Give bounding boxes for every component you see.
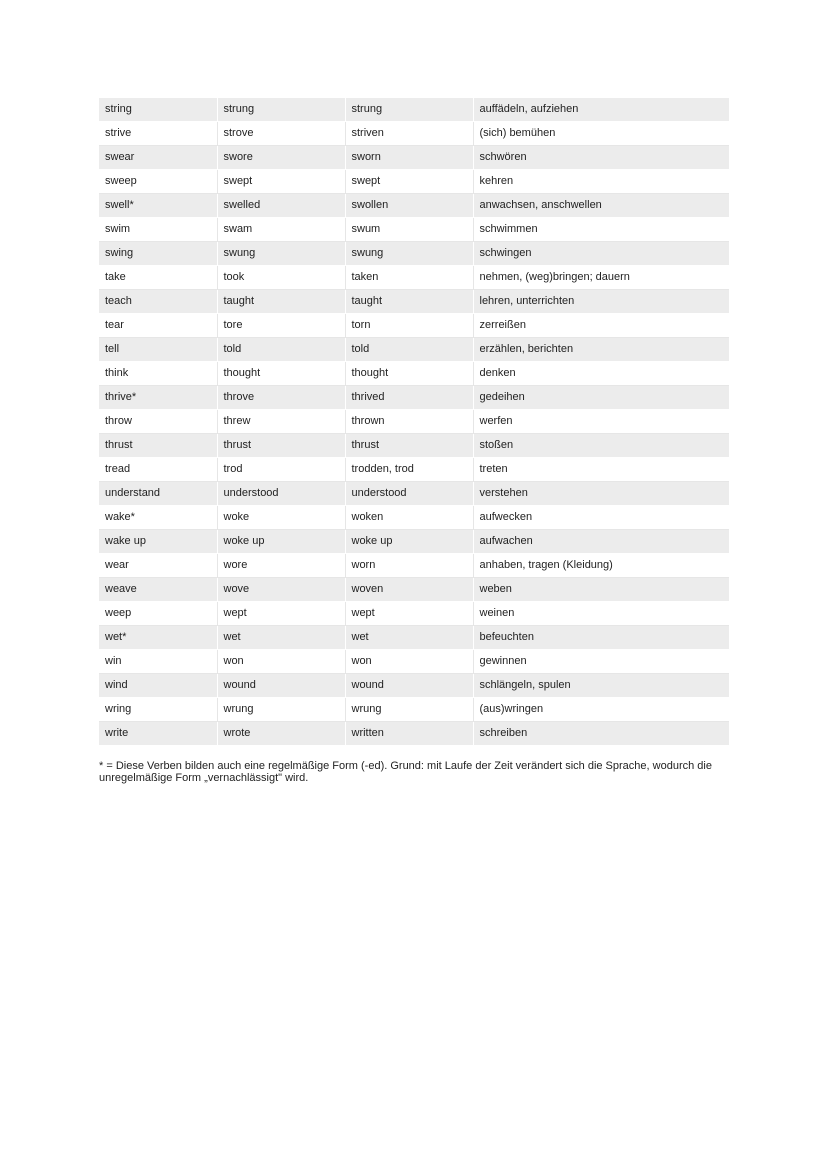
cell-simple-past: wrote — [217, 722, 345, 746]
cell-infinitive: write — [99, 722, 217, 746]
cell-translation: (aus)wringen — [473, 698, 729, 722]
table-row — [99, 410, 729, 434]
cell-simple-past: threw — [217, 410, 345, 434]
cell-past-participle: sworn — [345, 146, 473, 170]
irregular-verbs-table — [99, 98, 729, 746]
cell-simple-past: taught — [217, 290, 345, 314]
cell-translation: befeuchten — [473, 626, 729, 650]
table-row — [99, 242, 729, 266]
cell-infinitive: thrive* — [99, 386, 217, 410]
cell-translation: zerreißen — [473, 314, 729, 338]
footnote-line-2: unregelmäßige Form „vernachlässigt" wird. — [99, 772, 309, 784]
table-row — [99, 122, 729, 146]
cell-infinitive: wind — [99, 674, 217, 698]
table-row — [99, 578, 729, 602]
cell-simple-past: trod — [217, 458, 345, 482]
cell-past-participle: trodden, trod — [345, 458, 473, 482]
cell-translation: auffädeln, aufziehen — [473, 98, 729, 122]
cell-past-participle: thrust — [345, 434, 473, 458]
table-row — [99, 362, 729, 386]
cell-infinitive: wake up — [99, 530, 217, 554]
cell-past-participle: won — [345, 650, 473, 674]
cell-translation: lehren, unterrichten — [473, 290, 729, 314]
cell-translation: anwachsen, anschwellen — [473, 194, 729, 218]
cell-infinitive: string — [99, 98, 217, 122]
table-row — [99, 290, 729, 314]
cell-infinitive: swell* — [99, 194, 217, 218]
cell-past-participle: wound — [345, 674, 473, 698]
cell-infinitive: weep — [99, 602, 217, 626]
table-row — [99, 554, 729, 578]
cell-simple-past: wound — [217, 674, 345, 698]
cell-infinitive: sweep — [99, 170, 217, 194]
table-row — [99, 338, 729, 362]
cell-past-participle: swollen — [345, 194, 473, 218]
cell-infinitive: tell — [99, 338, 217, 362]
cell-translation: verstehen — [473, 482, 729, 506]
table-row — [99, 482, 729, 506]
document-page — [99, 98, 729, 784]
cell-translation: aufwecken — [473, 506, 729, 530]
cell-infinitive: throw — [99, 410, 217, 434]
cell-translation: aufwachen — [473, 530, 729, 554]
cell-translation: erzählen, berichten — [473, 338, 729, 362]
cell-past-participle: woken — [345, 506, 473, 530]
cell-simple-past: wet — [217, 626, 345, 650]
cell-infinitive: swing — [99, 242, 217, 266]
table-row — [99, 314, 729, 338]
table-row — [99, 602, 729, 626]
cell-simple-past: throve — [217, 386, 345, 410]
cell-infinitive: take — [99, 266, 217, 290]
table-row — [99, 386, 729, 410]
cell-translation: werfen — [473, 410, 729, 434]
cell-simple-past: wore — [217, 554, 345, 578]
cell-translation: schreiben — [473, 722, 729, 746]
cell-past-participle: woke up — [345, 530, 473, 554]
cell-past-participle: told — [345, 338, 473, 362]
table-row — [99, 194, 729, 218]
cell-translation: schlängeln, spulen — [473, 674, 729, 698]
cell-infinitive: understand — [99, 482, 217, 506]
cell-past-participle: thought — [345, 362, 473, 386]
cell-simple-past: wove — [217, 578, 345, 602]
cell-simple-past: swore — [217, 146, 345, 170]
cell-infinitive: tread — [99, 458, 217, 482]
cell-past-participle: thrived — [345, 386, 473, 410]
cell-translation: schwingen — [473, 242, 729, 266]
cell-translation: denken — [473, 362, 729, 386]
footnote — [99, 760, 729, 784]
cell-translation: schwimmen — [473, 218, 729, 242]
cell-translation: nehmen, (weg)bringen; dauern — [473, 266, 729, 290]
table-row — [99, 626, 729, 650]
cell-past-participle: wept — [345, 602, 473, 626]
cell-simple-past: took — [217, 266, 345, 290]
cell-past-participle: written — [345, 722, 473, 746]
cell-infinitive: win — [99, 650, 217, 674]
cell-simple-past: woke — [217, 506, 345, 530]
cell-infinitive: wet* — [99, 626, 217, 650]
cell-past-participle: worn — [345, 554, 473, 578]
cell-simple-past: woke up — [217, 530, 345, 554]
cell-simple-past: swung — [217, 242, 345, 266]
cell-simple-past: strove — [217, 122, 345, 146]
cell-translation: (sich) bemühen — [473, 122, 729, 146]
cell-translation: treten — [473, 458, 729, 482]
cell-past-participle: thrown — [345, 410, 473, 434]
table-row — [99, 146, 729, 170]
table-row — [99, 170, 729, 194]
cell-translation: gewinnen — [473, 650, 729, 674]
table-row — [99, 722, 729, 746]
cell-past-participle: swept — [345, 170, 473, 194]
table-row — [99, 434, 729, 458]
cell-translation: weinen — [473, 602, 729, 626]
table-row — [99, 458, 729, 482]
cell-infinitive: weave — [99, 578, 217, 602]
verb-table-body — [99, 98, 729, 746]
cell-past-participle: woven — [345, 578, 473, 602]
cell-simple-past: tore — [217, 314, 345, 338]
cell-past-participle: understood — [345, 482, 473, 506]
cell-infinitive: swear — [99, 146, 217, 170]
cell-simple-past: swept — [217, 170, 345, 194]
cell-past-participle: torn — [345, 314, 473, 338]
cell-simple-past: strung — [217, 98, 345, 122]
cell-simple-past: swelled — [217, 194, 345, 218]
cell-past-participle: strung — [345, 98, 473, 122]
cell-translation: schwören — [473, 146, 729, 170]
cell-infinitive: teach — [99, 290, 217, 314]
cell-past-participle: swum — [345, 218, 473, 242]
table-row — [99, 530, 729, 554]
cell-past-participle: taken — [345, 266, 473, 290]
table-row — [99, 674, 729, 698]
cell-simple-past: thrust — [217, 434, 345, 458]
table-row — [99, 650, 729, 674]
table-row — [99, 698, 729, 722]
table-row — [99, 266, 729, 290]
cell-simple-past: understood — [217, 482, 345, 506]
cell-translation: kehren — [473, 170, 729, 194]
cell-infinitive: strive — [99, 122, 217, 146]
cell-translation: weben — [473, 578, 729, 602]
footnote-line-1: * = Diese Verben bilden auch eine regelmäßige Form (-ed). Grund: mit Laufe der Zeit verändert sich die Sprache, wodurch die — [99, 760, 712, 772]
cell-simple-past: thought — [217, 362, 345, 386]
cell-infinitive: thrust — [99, 434, 217, 458]
cell-past-participle: wrung — [345, 698, 473, 722]
table-row — [99, 506, 729, 530]
cell-infinitive: think — [99, 362, 217, 386]
cell-translation: gedeihen — [473, 386, 729, 410]
table-row — [99, 98, 729, 122]
cell-past-participle: striven — [345, 122, 473, 146]
cell-infinitive: swim — [99, 218, 217, 242]
cell-past-participle: taught — [345, 290, 473, 314]
cell-simple-past: swam — [217, 218, 345, 242]
cell-simple-past: told — [217, 338, 345, 362]
cell-translation: anhaben, tragen (Kleidung) — [473, 554, 729, 578]
cell-infinitive: wear — [99, 554, 217, 578]
cell-infinitive: wake* — [99, 506, 217, 530]
cell-simple-past: wrung — [217, 698, 345, 722]
cell-infinitive: tear — [99, 314, 217, 338]
cell-translation: stoßen — [473, 434, 729, 458]
cell-simple-past: wept — [217, 602, 345, 626]
cell-past-participle: wet — [345, 626, 473, 650]
table-row — [99, 218, 729, 242]
cell-simple-past: won — [217, 650, 345, 674]
cell-past-participle: swung — [345, 242, 473, 266]
cell-infinitive: wring — [99, 698, 217, 722]
